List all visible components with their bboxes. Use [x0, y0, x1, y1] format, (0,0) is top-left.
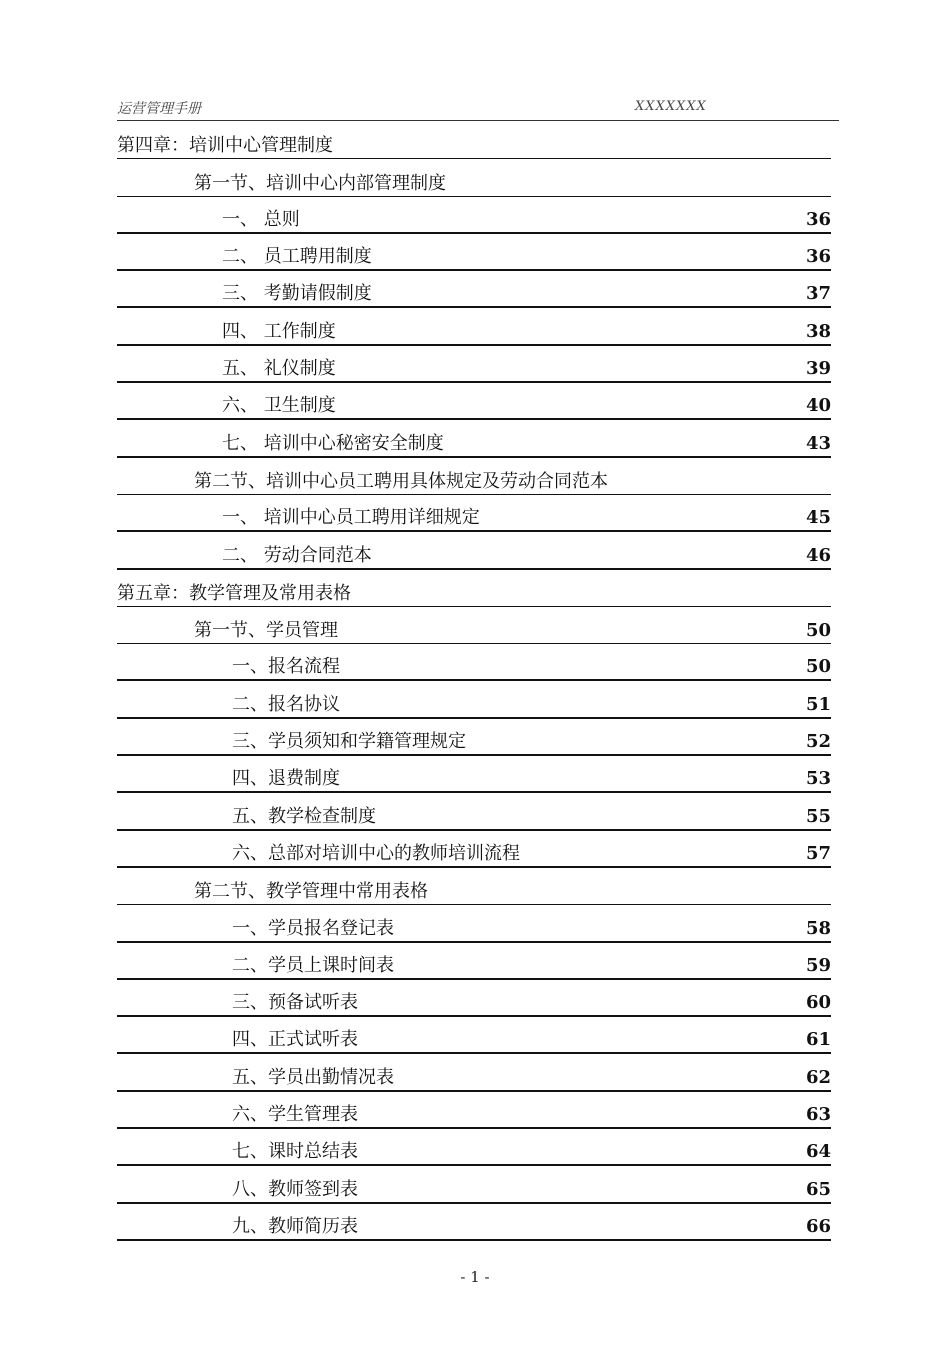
toc-entry-section[interactable] — [117, 868, 831, 905]
toc-entry-section[interactable] — [117, 607, 831, 644]
toc-entry-page-number: 52 — [805, 731, 831, 753]
toc-entry-page-number: 61 — [805, 1029, 831, 1051]
header-document-title: 运营管理手册 — [117, 101, 201, 117]
toc-entry-item-a[interactable] — [117, 271, 831, 308]
toc-entry-title: 四、退费制度 — [232, 768, 340, 790]
toc-entry-title: 四、 工作制度 — [222, 320, 336, 342]
table-of-contents — [117, 122, 831, 1241]
toc-entry-item-b[interactable] — [117, 1092, 831, 1129]
toc-entry-title: 二、报名协议 — [232, 693, 340, 715]
toc-entry-item-b[interactable] — [117, 943, 831, 980]
toc-entry-item-b[interactable] — [117, 644, 831, 681]
toc-entry-page-number: 53 — [805, 768, 831, 790]
toc-entry-item-b[interactable] — [117, 1054, 831, 1091]
toc-entry-page-number: 64 — [805, 1141, 831, 1163]
toc-entry-item-a[interactable] — [117, 308, 831, 345]
toc-entry-item-b[interactable] — [117, 980, 831, 1017]
toc-entry-item-a[interactable] — [117, 532, 831, 569]
toc-entry-title: 一、 总则 — [222, 208, 300, 230]
toc-entry-section[interactable] — [117, 458, 831, 495]
toc-entry-page-number: 40 — [805, 395, 831, 417]
toc-entry-page-number: 46 — [805, 544, 831, 566]
toc-entry-section[interactable] — [117, 159, 831, 196]
toc-entry-page-number: 63 — [805, 1104, 831, 1126]
toc-entry-chapter[interactable] — [117, 122, 831, 159]
toc-entry-item-b[interactable] — [117, 1204, 831, 1241]
toc-entry-title: 第二节、教学管理中常用表格 — [194, 881, 428, 903]
toc-entry-title: 六、 卫生制度 — [222, 395, 336, 417]
toc-entry-title: 一、 培训中心员工聘用详细规定 — [222, 507, 480, 529]
toc-entry-title: 二、 劳动合同范本 — [222, 544, 372, 566]
toc-entry-page-number: 66 — [805, 1215, 831, 1237]
toc-entry-page-number: 36 — [805, 246, 831, 268]
toc-entry-title: 七、 培训中心秘密安全制度 — [222, 432, 444, 454]
toc-entry-title: 五、 礼仪制度 — [222, 358, 336, 380]
toc-entry-item-b[interactable] — [117, 831, 831, 868]
toc-entry-item-b[interactable] — [117, 793, 831, 830]
toc-entry-title: 第四章：培训中心管理制度 — [117, 135, 333, 157]
page-header — [117, 98, 839, 121]
toc-entry-title: 第一节、学员管理 — [194, 620, 338, 642]
toc-entry-page-number: 50 — [805, 656, 831, 678]
toc-entry-title: 五、学员出勤情况表 — [232, 1066, 394, 1088]
toc-entry-page-number: 51 — [805, 693, 831, 715]
toc-entry-page-number: 45 — [805, 507, 831, 529]
toc-entry-item-b[interactable] — [117, 719, 831, 756]
toc-entry-title: 九、教师简历表 — [232, 1215, 358, 1237]
toc-entry-page-number: 59 — [805, 954, 831, 976]
toc-entry-chapter[interactable] — [117, 570, 831, 607]
toc-entry-item-a[interactable] — [117, 197, 831, 234]
toc-entry-title: 第二节、培训中心员工聘用具体规定及劳动合同范本 — [194, 470, 608, 492]
toc-entry-page-number: 38 — [805, 320, 831, 342]
toc-entry-item-a[interactable] — [117, 420, 831, 457]
toc-entry-page-number: 60 — [805, 992, 831, 1014]
toc-entry-page-number: 58 — [805, 917, 831, 939]
toc-entry-title: 八、教师签到表 — [232, 1178, 358, 1200]
toc-entry-title: 一、学员报名登记表 — [232, 917, 394, 939]
toc-entry-page-number: 36 — [805, 208, 831, 230]
toc-entry-item-b[interactable] — [117, 756, 831, 793]
toc-entry-title: 三、预备试听表 — [232, 992, 358, 1014]
toc-entry-page-number: 39 — [805, 358, 831, 380]
toc-entry-title: 一、报名流程 — [232, 656, 340, 678]
toc-entry-item-a[interactable] — [117, 495, 831, 532]
toc-entry-page-number: 57 — [805, 842, 831, 864]
toc-entry-item-a[interactable] — [117, 383, 831, 420]
toc-entry-title: 三、学员须知和学籍管理规定 — [232, 731, 466, 753]
toc-entry-title: 二、 员工聘用制度 — [222, 246, 372, 268]
toc-entry-page-number: 43 — [805, 432, 831, 454]
toc-entry-title: 四、正式试听表 — [232, 1029, 358, 1051]
toc-entry-item-a[interactable] — [117, 346, 831, 383]
toc-entry-page-number: 37 — [805, 283, 831, 305]
toc-entry-page-number: 62 — [805, 1066, 831, 1088]
toc-entry-title: 第五章：教学管理及常用表格 — [117, 582, 351, 604]
toc-entry-item-b[interactable] — [117, 681, 831, 718]
toc-entry-item-b[interactable] — [117, 1129, 831, 1166]
page-number: - 1 - — [460, 1268, 490, 1286]
toc-entry-title: 六、学生管理表 — [232, 1104, 358, 1126]
header-company-placeholder: XXXXXXX — [635, 99, 707, 114]
toc-entry-title: 六、总部对培训中心的教师培训流程 — [232, 842, 520, 864]
toc-entry-page-number: 65 — [805, 1178, 831, 1200]
toc-entry-title: 二、学员上课时间表 — [232, 954, 394, 976]
toc-entry-title: 第一节、培训中心内部管理制度 — [194, 172, 446, 194]
toc-entry-title: 三、 考勤请假制度 — [222, 283, 372, 305]
toc-entry-item-b[interactable] — [117, 1166, 831, 1203]
toc-entry-item-a[interactable] — [117, 234, 831, 271]
toc-entry-item-b[interactable] — [117, 905, 831, 942]
toc-entry-title: 五、教学检查制度 — [232, 805, 376, 827]
toc-entry-page-number: 55 — [805, 805, 831, 827]
toc-entry-title: 七、课时总结表 — [232, 1141, 358, 1163]
toc-entry-page-number: 50 — [805, 620, 831, 642]
toc-entry-item-b[interactable] — [117, 1017, 831, 1054]
